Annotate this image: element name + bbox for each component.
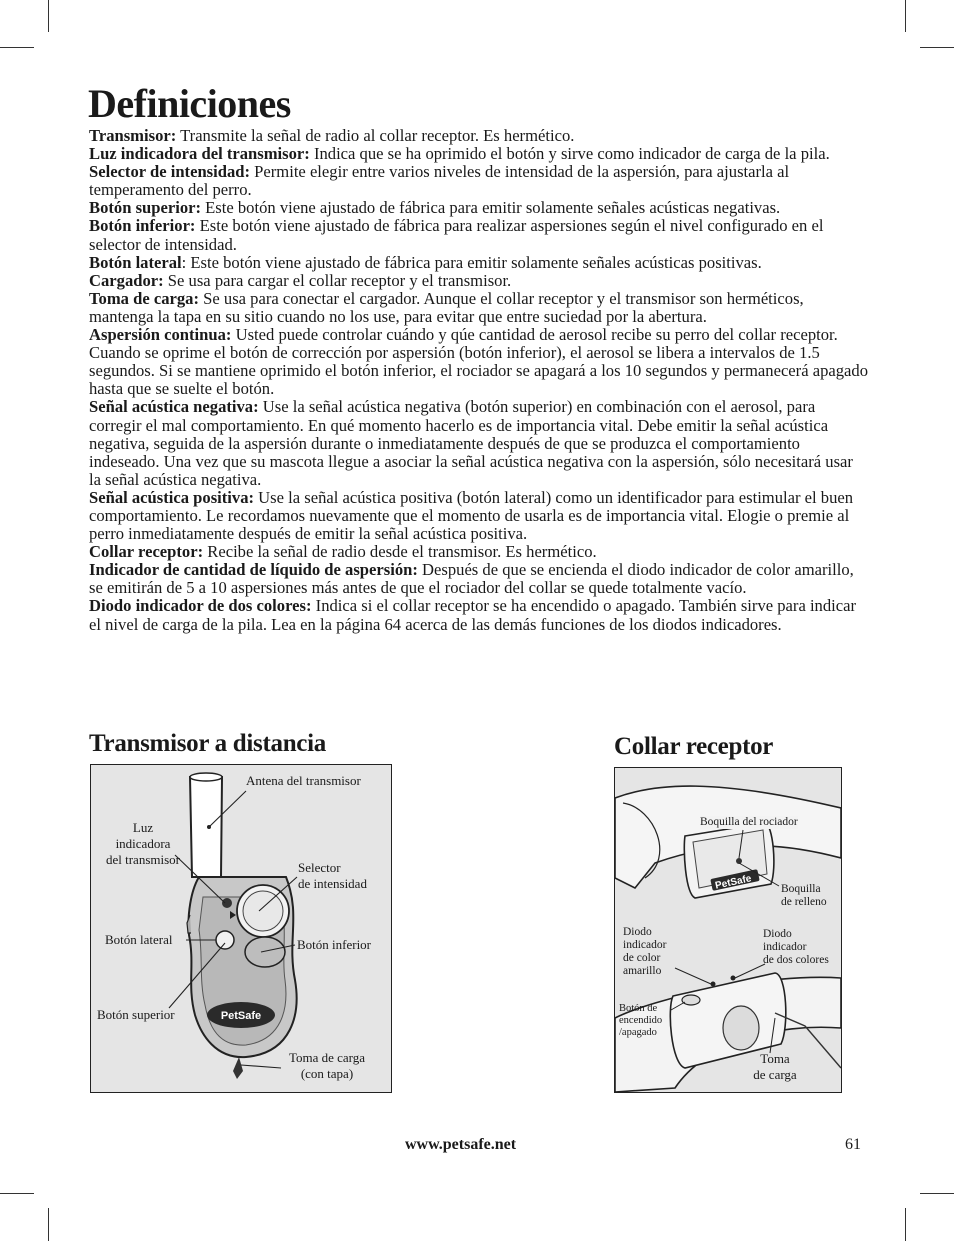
transmitter-diagram (90, 764, 392, 1093)
crop-mark (905, 1208, 906, 1241)
charge-jack-label-line: (con tapa) (300, 1066, 354, 1081)
definition-item (89, 489, 869, 543)
definition-text: Use la señal acústica negativa (botón superior) en combinación con el aerosol, para corregir el mal comportamiento. En qué momento hacerlo es de importancia vital. Debe emitir la señal acústica negativa, seguida de la aspersión durante o inmediatamente después de que se produzca el comportamiento indeseado. Una vez que su mascota llegue a asociar la señal acústica negativa con la aspersión, sólo necesitará usar la señal acústica negativa. (89, 397, 853, 489)
definition-text: Transmite la señal de radio al collar receptor. Es hermético. (176, 126, 575, 145)
transmitter-heading: Transmisor a distancia (89, 730, 326, 757)
yellow-led-label-line: indicador (623, 939, 667, 951)
definition-text: Este botón viene ajustado de fábrica para realizar aspersiones según el nivel configurado en el selector de intensidad. (89, 216, 824, 254)
definition-term: Señal acústica positiva: (89, 487, 255, 507)
crop-mark (0, 47, 34, 48)
transmitter-brand-logo: PetSafe (220, 1010, 262, 1022)
collar-brand-logo: PetSafe (714, 873, 753, 892)
power-button-label (619, 1003, 662, 1039)
definition-term: Cargador: (89, 270, 164, 290)
crop-mark (48, 1208, 49, 1241)
yellow-led-label-line: Diodo (623, 926, 652, 938)
bicolor-led-label-line: de dos colores (763, 954, 829, 966)
yellow-led-label-line: de color (623, 952, 661, 964)
bicolor-led-label (763, 928, 829, 967)
charge-jack-label-line: Toma de carga (288, 1050, 366, 1065)
definition-item (89, 398, 869, 488)
antenna-label: Antena del transmisor (246, 773, 361, 788)
definition-item (89, 199, 869, 217)
definition-item (89, 561, 869, 597)
bicolor-led-label-line: indicador (763, 941, 807, 953)
collar-charge-jack-label-line: de carga (753, 1067, 797, 1082)
side-button-label: Botón lateral (105, 932, 173, 947)
definition-term: Luz indicadora del transmisor: (89, 144, 310, 164)
intensity-selector-label (298, 860, 367, 892)
definition-text: Indica si el collar receptor se ha encendido o apagado. También sirve para indicar el nivel de carga de la pila. Lea en la página 64 acerca de las demás funciones de los diodos indicadores. (89, 596, 857, 634)
indicator-light-label-line: del transmisor (105, 852, 180, 867)
definition-term: Toma de carga: (89, 288, 199, 308)
upper-button-label: Botón superior (97, 1007, 175, 1022)
crop-mark (905, 0, 906, 32)
collar-charge-jack-label (745, 1051, 805, 1083)
crop-mark (920, 1193, 954, 1194)
refill-nozzle-label-line: de relleno (781, 896, 827, 908)
definition-item (89, 272, 869, 290)
indicator-light-label-line: indicadora (115, 836, 171, 851)
definition-item (89, 543, 869, 561)
definitions-list (89, 127, 869, 634)
power-button-label-line: Botón de (619, 1003, 658, 1014)
definition-text: Este botón viene ajustado de fábrica para emitir solamente señales acústicas negativas. (201, 198, 781, 218)
definition-term: Diodo indicador de dos colores: (89, 596, 312, 616)
page-title: Definiciones (88, 81, 291, 126)
definition-text: Recibe la señal de radio desde el transmisor. Es hermético. (203, 542, 597, 562)
refill-nozzle-label-line: Boquilla (781, 883, 821, 895)
yellow-led-label (623, 926, 666, 978)
crop-mark (48, 0, 49, 32)
definition-text: Se usa para cargar el collar receptor y el transmisor. (163, 270, 512, 290)
collar-diagram (614, 767, 842, 1093)
definition-term: Aspersión continua: (89, 325, 232, 345)
spray-nozzle-label: Boquilla del rociador (700, 816, 798, 828)
definition-item (89, 145, 869, 163)
definition-item (89, 597, 869, 633)
definition-term: Collar receptor: (89, 542, 204, 562)
definition-term: Botón lateral (89, 252, 182, 272)
definition-text: Permite elegir entre varios niveles de intensidad de la aspersión, para ajustarla al temperamento del perro. (89, 162, 790, 200)
definition-item (89, 254, 869, 272)
power-button-label-line: encendido (619, 1015, 663, 1026)
definition-text: Después de que se encienda el diodo indicador de color amarillo, se emitirán de 5 a 10 aspersiones más antes de que el rociador del collar se quede totalmente vacío. (89, 560, 854, 598)
definition-term: Botón inferior: (89, 216, 196, 236)
definition-text: Use la señal acústica positiva (botón lateral) como un identificador para estimular el buen comportamiento. Le recordamos nuevamente que el momento de usarla es de importancia vital. Elogie o premie al perro inmediatamente después de emitir la señal acústica positiva. (89, 487, 854, 544)
lower-button-label: Botón inferior (297, 937, 372, 952)
crop-mark (920, 47, 954, 48)
definition-item (89, 326, 869, 398)
definition-term: Selector de intensidad: (89, 162, 251, 182)
power-button-label-line: /apagado (619, 1027, 657, 1038)
definition-term: Botón superior: (89, 198, 202, 218)
definition-term: Indicador de cantidad de líquido de aspersión: (89, 560, 418, 580)
intensity-selector-label-line: de intensidad (298, 876, 367, 891)
definition-text: Se usa para conectar el cargador. Aunque el collar receptor y el transmisor son herméticos, mantenga la tapa en su sitio cuando no los use, para evitar que entre suciedad por la abertura. (89, 288, 804, 326)
refill-nozzle-label (781, 883, 827, 909)
definition-term: Señal acústica negativa: (89, 397, 259, 417)
transmitter-illustration (91, 765, 391, 1092)
definition-item (89, 163, 869, 199)
page-number: 61 (845, 1136, 861, 1153)
collar-heading: Collar receptor (614, 733, 774, 760)
definition-item (89, 127, 869, 145)
footer-url: www.petsafe.net (405, 1136, 517, 1153)
collar-charge-jack-label-line: Toma (760, 1051, 790, 1066)
charge-jack-label (277, 1050, 377, 1082)
indicator-light-label-line: Luz (132, 820, 154, 835)
definition-item (89, 290, 869, 326)
intensity-selector-label-line: Selector (298, 860, 341, 875)
definition-text: Usted puede controlar cuándo y qúe cantidad de aerosol recibe su perro del collar receptor. Cuando se oprime el botón de corrección por aspersión (botón inferior), el aerosol se libera a intervalos de 1.5 segundos. Si se mantiene oprimido el botón inferior, el rociador se apagará a los 10 segundos y permanecerá apagado hasta que se suelte el botón. (89, 325, 868, 399)
definition-text: : Este botón viene ajustado de fábrica para emitir solamente señales acústicas positivas. (181, 252, 762, 272)
indicator-light-label (93, 820, 193, 868)
crop-mark (0, 1193, 34, 1194)
definition-item (89, 217, 869, 253)
yellow-led-label-line: amarillo (623, 965, 662, 977)
definition-term: Transmisor: (89, 126, 177, 145)
definition-text: Indica que se ha oprimido el botón y sirve como indicador de carga de la pila. (309, 144, 830, 164)
bicolor-led-label-line: Diodo (763, 928, 792, 940)
